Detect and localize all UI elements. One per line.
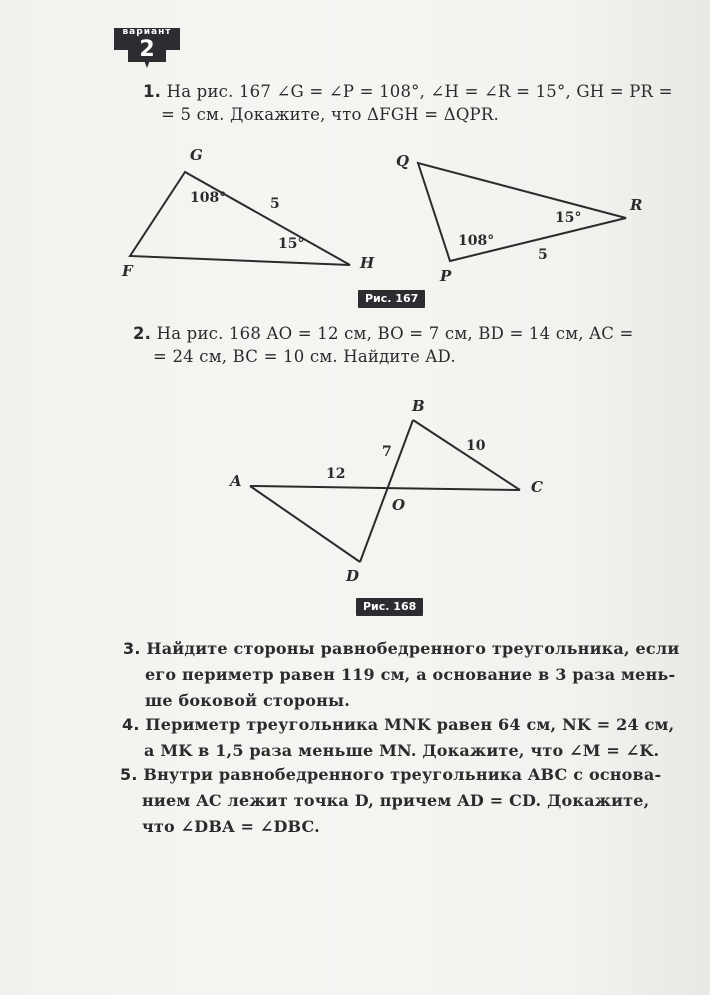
figure-caption: Рис. 167 bbox=[358, 290, 425, 308]
vertex-label: Q bbox=[396, 152, 410, 170]
task-text-line: что ∠DBA = ∠DBC. bbox=[142, 817, 320, 836]
point-label: O bbox=[392, 496, 406, 514]
side-label: 5 bbox=[270, 196, 280, 212]
task-4 bbox=[122, 712, 674, 764]
vertex-label: H bbox=[360, 254, 375, 272]
task-text-line: На рис. 167 ∠G = ∠P = 108°, ∠H = ∠R = 15°, GH = PR = bbox=[166, 82, 673, 101]
task-number: 5. bbox=[120, 765, 138, 784]
angle-label: 15° bbox=[278, 236, 305, 252]
angle-label: 108° bbox=[458, 233, 495, 249]
variant-label: вариант bbox=[122, 27, 172, 37]
angle-label: 15° bbox=[555, 210, 582, 226]
segment-label: 12 bbox=[326, 466, 346, 482]
task-number: 4. bbox=[122, 715, 140, 734]
angle-label: 108° bbox=[190, 190, 227, 206]
task-text-line: = 24 см, BC = 10 см. Найдите AD. bbox=[153, 347, 456, 366]
task-number: 1. bbox=[143, 82, 162, 101]
task-text-line: Найдите стороны равнобедренного треугольника, если bbox=[146, 639, 680, 658]
segment-label: 7 bbox=[382, 444, 392, 460]
point-label: B bbox=[412, 397, 425, 415]
task-text-line: ше боковой стороны. bbox=[145, 691, 351, 710]
task-text-line: Периметр треугольника MNK равен 64 см, NK = 24 см, bbox=[145, 715, 675, 734]
segment-label: 10 bbox=[466, 438, 486, 454]
vertex-label: R bbox=[630, 196, 643, 214]
task-number: 2. bbox=[133, 324, 152, 343]
task-text-line: а MK в 1,5 раза меньше MN. Докажите, что ∠M = ∠K. bbox=[144, 741, 660, 760]
point-label: D bbox=[346, 567, 360, 585]
side-label: 5 bbox=[538, 247, 548, 263]
figure-caption: Рис. 168 bbox=[356, 598, 423, 616]
task-3 bbox=[123, 636, 679, 714]
task-text-line: нием AC лежит точка D, причем AD = CD. Докажите, bbox=[142, 791, 650, 810]
vertex-label: F bbox=[122, 262, 133, 280]
task-text-line: На рис. 168 AO = 12 см, BO = 7 см, BD = 14 см, AC = bbox=[156, 324, 634, 343]
task-5 bbox=[120, 762, 661, 840]
vertex-label: P bbox=[440, 267, 452, 285]
point-label: C bbox=[531, 478, 543, 496]
vertex-label: G bbox=[190, 146, 203, 164]
task-text-line: Внутри равнобедренного треугольника ABC с основа- bbox=[143, 765, 662, 784]
task-text-line: = 5 см. Докажите, что ΔFGH = ΔQPR. bbox=[161, 105, 499, 124]
point-label: A bbox=[230, 472, 242, 490]
variant-number: 2 bbox=[139, 37, 155, 62]
task-text-line: его периметр равен 119 см, а основание в 3 раза мень- bbox=[145, 665, 676, 684]
task-number: 3. bbox=[123, 639, 141, 658]
